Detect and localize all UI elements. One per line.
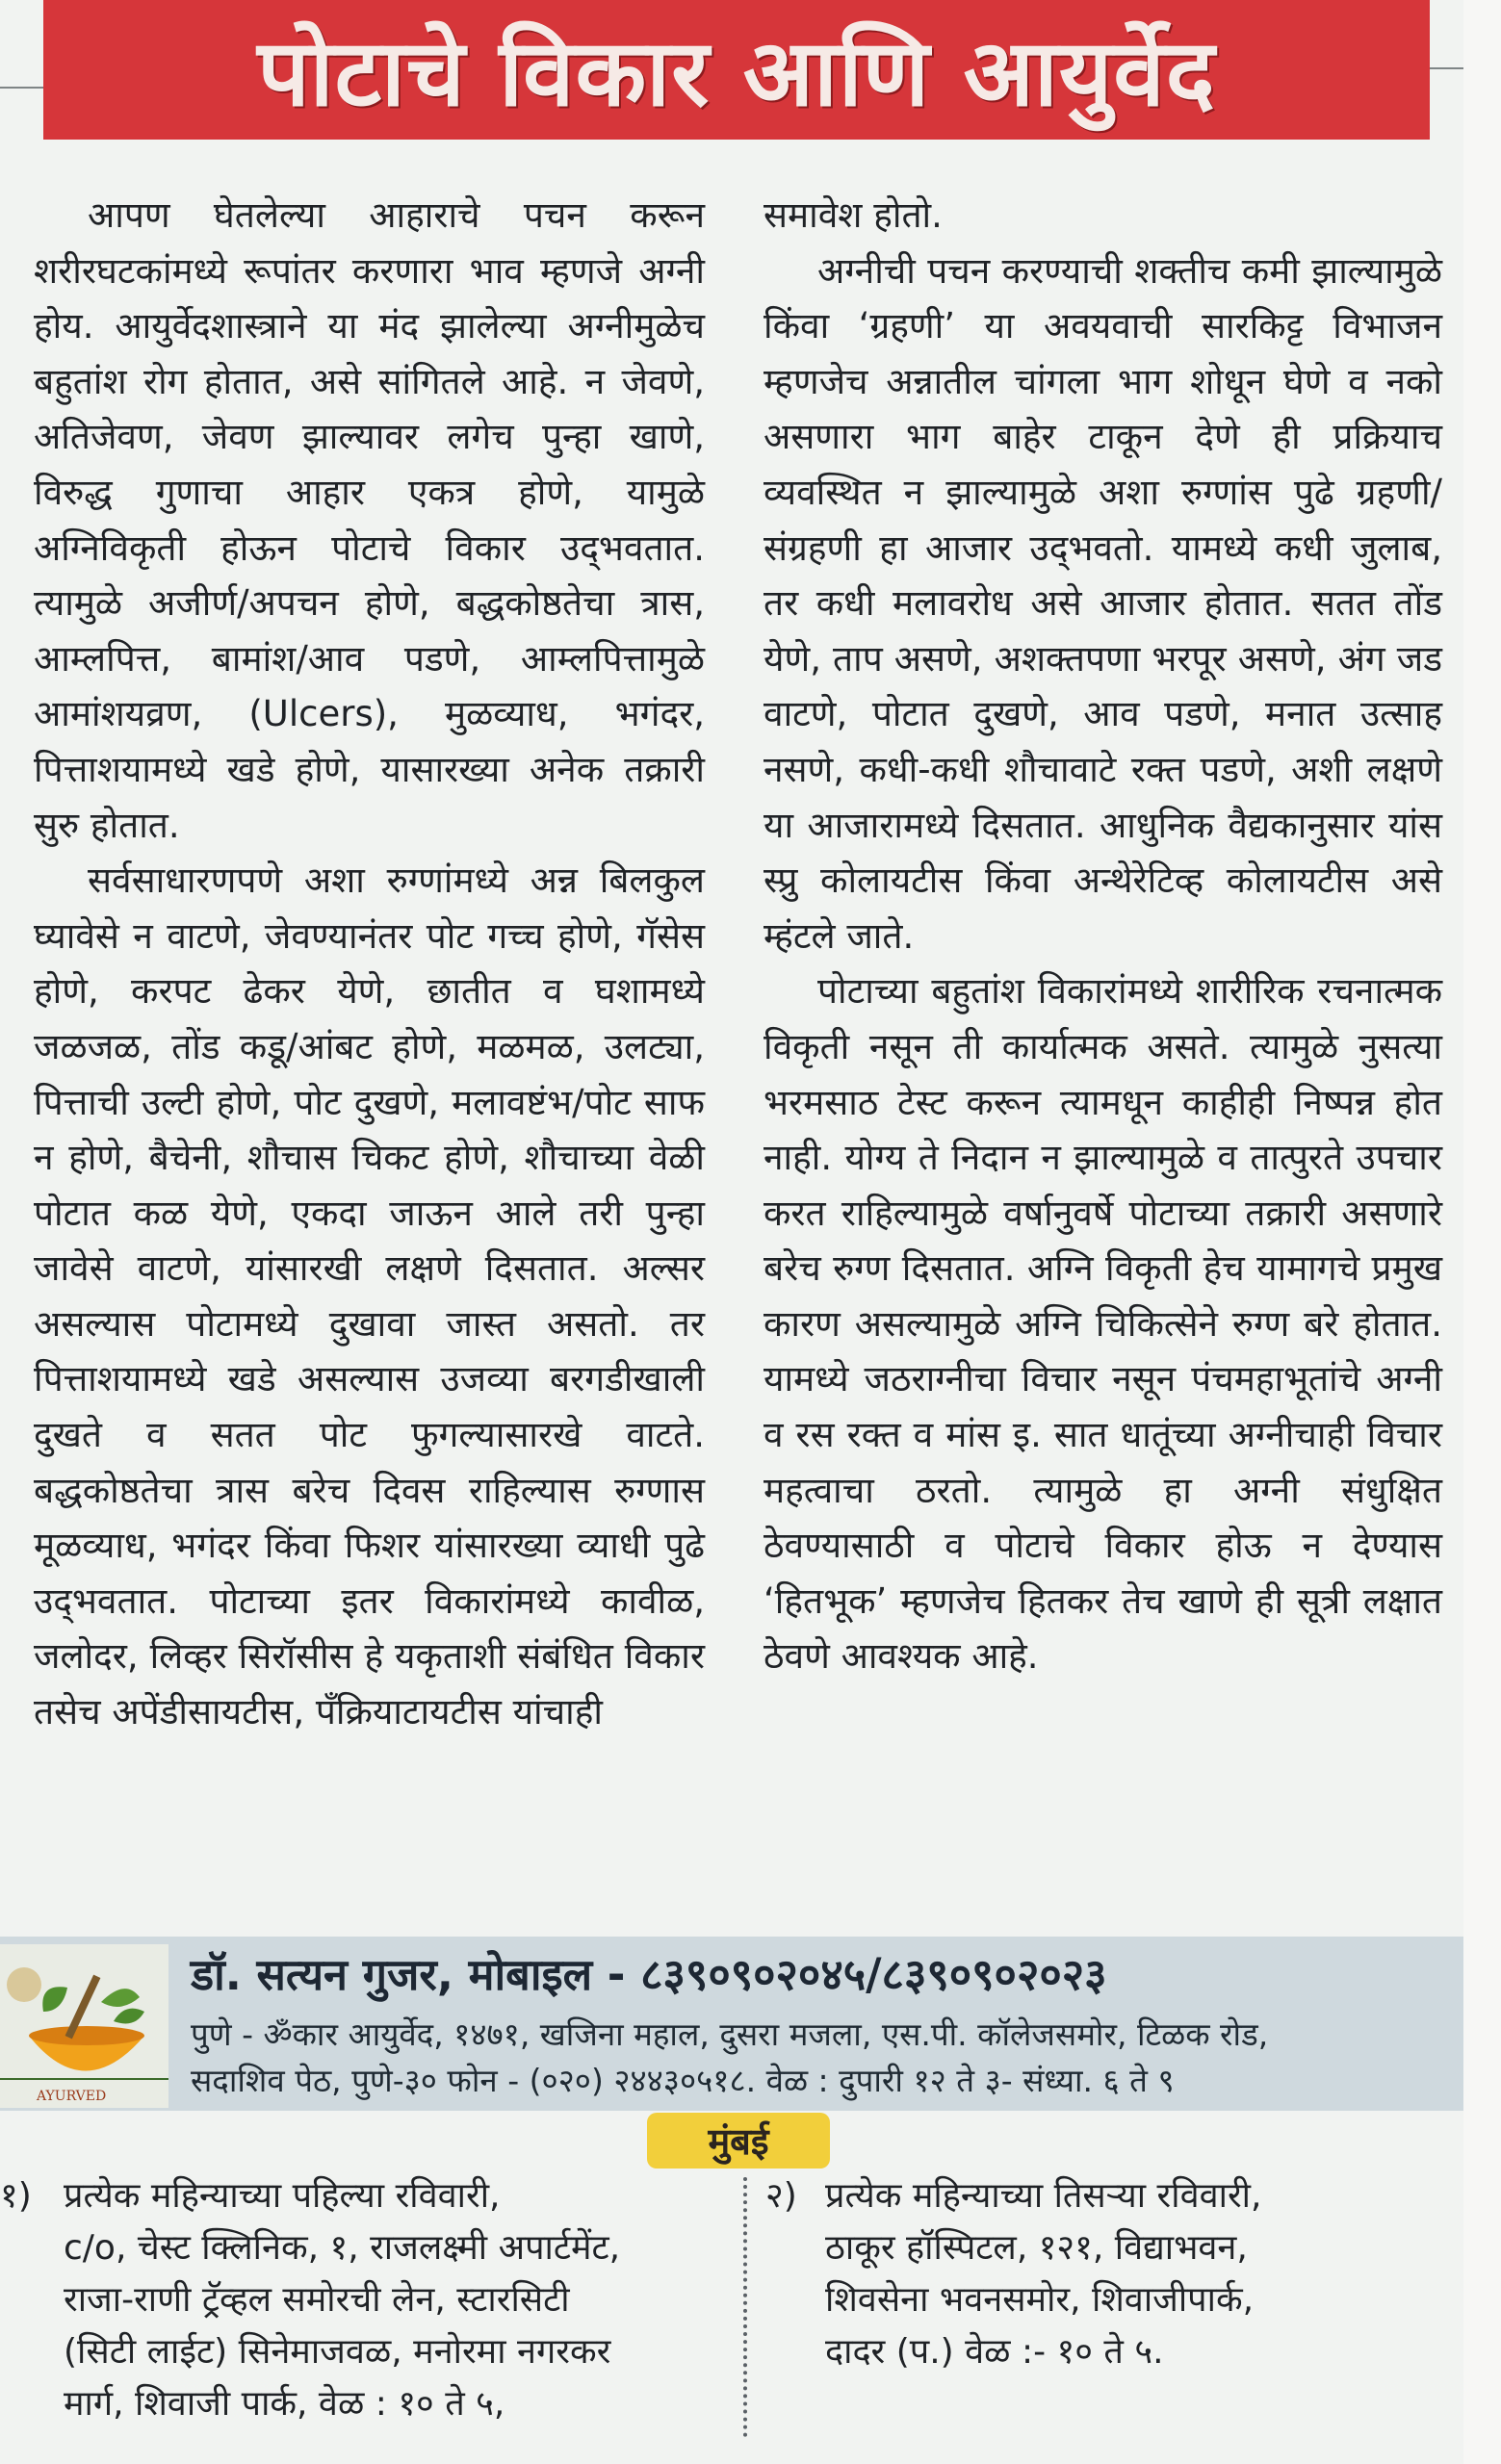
article-column-left: [34, 188, 705, 1740]
clinic-line: मार्ग, शिवाजी पार्क, वेळ : १० ते ५,: [64, 2384, 505, 2424]
clinic-line: ठाकूर हॉस्पिटल, १२१, विद्याभवन,: [825, 2228, 1248, 2268]
paragraph: आपण घेतलेल्या आहाराचे पचन करून शरीरघटकांमध्ये रूपांतर करणारा भाव म्हणजे अग्नी होय. आयुर्वेदशास्त्राने या मंद झालेल्या अग्नीमुळेच बहुतांश रोग होतात, असे सांगितले आहे. न जेवणे, अतिजेवण, जेवण झाल्यावर लगेच पुन्हा खाणे, विरुद्ध गुणाचा आहार एकत्र होणे, यामुळे अग्निविकृती होऊन पोटाचे विकार उद्‌भवतात. त्यामुळे अजीर्ण/अपचन होणे, बद्धकोष्ठतेचा त्रास, आम्लपित्त, बामांश/आव पडणे, आम्लपित्तामुळे आमांशयव्रण, (Ulcers), मुळव्याध, भगंदर, पित्ताशयामध्ये खडे होणे, यासारख्या अनेक तक्रारी सुरु होतात.: [34, 194, 705, 846]
clinic-line: (सिटी लाईट) सिनेमाजवळ, मनोरमा नगरकर: [64, 2332, 611, 2372]
clinic-divider: [743, 2177, 747, 2437]
ayurved-logo: [0, 1944, 168, 2108]
clinic-number: १): [0, 2176, 32, 2216]
doctor-name-phone: डॉ. सत्यन गुजर, मोबाइल - ८३९०९०२०४५/८३९०९०२०२३: [191, 1949, 1107, 2000]
clinic-line: c/o, चेस्ट क्लिनिक, १, राजलक्ष्मी अपार्टमेंट,: [64, 2228, 621, 2268]
title-banner: [43, 0, 1430, 140]
clinic-number: २): [765, 2176, 797, 2216]
paragraph: पोटाच्या बहुतांश विकारांमध्ये शारीरिक रचनात्मक विकृती नसून ती कार्यात्मक असते. त्यामुळे नुसत्या भरमसाठ टेस्ट करून त्यामधून काहीही निष्पन्न होत नाही. योग्य ते निदान न झाल्यामुळे व तात्पुरते उपचार करत राहिल्यामुळे वर्षानुवर्षे पोटाच्या तक्रारी असणारे बरेच रुग्ण दिसतात. अग्नि विकृती हेच यामागचे प्रमुख कारण असल्यामुळे अग्नि चिकित्सेने रुग्ण बरे होतात. यामध्ये जठराग्नीचा विचार नसून पंचमहाभूतांचे अग्नी व रस रक्त व मांस इ. सात धातूंच्या अग्नीचाही विचार महत्वाचा ठरतो. त्यामुळे हा अग्नी संधुक्षित ठेवण्यासाठी व पोटाचे विकार होऊ न देण्यास ‘हितभूक’ म्हणजेच हितकर तेच खाणे ही सूत्री लक्षात ठेवणे आवश्यक आहे.: [763, 970, 1442, 1678]
article-title: पोटाचे विकार आणि आयुर्वेद: [257, 19, 1216, 127]
logo-text: AYURVED: [37, 2089, 107, 2104]
right-page-margin: [1463, 0, 1501, 2464]
paragraph: समावेश होतो.: [763, 194, 943, 236]
paragraph: अग्नीची पचन करण्याची शक्तीच कमी झाल्यामुळे किंवा ‘ग्रहणी’ या अवयवाची सारकिट्ट विभाजन म्हणजेच अन्नातील चांगला भाग शोधून घेणे व नको असणारा भाग बाहेर टाकून देणे ही प्रक्रियाच व्यवस्थित न झाल्यामुळे अशा रुग्णांस पुढे ग्रहणी/संग्रहणी हा आजार उद्‌भवतो. यामध्ये कधी जुलाब, तर कधी मलावरोध असे आजार होतात. सतत तोंड येणे, ताप असणे, अशक्तपणा भरपूर असणे, अंग जड वाटणे, पोटात दुखणे, आव पडणे, मनात उत्साह नसणे, कधी-कधी शौचावाटे रक्त पडणे, अशी लक्षणे या आजारामध्ये दिसतात. आधुनिक वैद्यकानुसार यांस स्प्रु कोलायटीस किंवा अन्थेरेटिव्ह कोलायटीस असे म्हंटले जाते.: [763, 249, 1442, 957]
right-rule: [1430, 67, 1463, 69]
clinic-line: शिवसेना भवनसमोर, शिवाजीपार्क,: [825, 2280, 1255, 2320]
address-line-1: पुणे - ॐकार आयुर्वेद, १४७१, खजिना महाल, दुसरा मजला, एस.पी. कॉलेजसमोर, टिळक रोड,: [191, 2015, 1269, 2053]
clinic-line: राजा-राणी ट्रॅव्हल समोरची लेन, स्टारसिटी: [64, 2280, 570, 2320]
clinic-line: प्रत्येक महिन्याच्या तिसऱ्या रविवारी,: [825, 2176, 1262, 2216]
address-line-2: सदाशिव पेठ, पुणे-३० फोन - (०२०) २४४३०५१८. वेळ : दुपारी १२ ते ३- संध्या. ६ ते ९: [191, 2062, 1175, 2099]
clinic-line: दादर (प.) वेळ :- १० ते ५.: [825, 2332, 1164, 2372]
city-badge: मुंबई: [647, 2113, 830, 2169]
article-column-right: [763, 188, 1442, 1684]
paragraph: सर्वसाधारणपणे अशा रुग्णांमध्ये अन्न बिलकुल घ्यावेसे न वाटणे, जेवण्यानंतर पोट गच्च होणे, गॅसेस होणे, करपट ढेकर येणे, छातीत व घशामध्ये जळजळ, तोंड कडू/आंबट होणे, मळमळ, उलट्या, पित्ताची उल्टी होणे, पोट दुखणे, मलावष्टंभ/पोट साफ न होणे, बैचेनी, शौचास चिकट होणे, शौचाच्या वेळी पोटात कळ येणे, एकदा जाऊन आले तरी पुन्हा जावेसे वाटणे, यांसारखी लक्षणे दिसतात. अल्सर असल्यास पोटामध्ये दुखावा जास्त असतो. तर पित्ताशयामध्ये खडे असल्यास उजव्या बरगडीखाली दुखते व सतत पोट फुगल्यासारखे वाटते. बद्धकोष्ठतेचा त्रास बरेच दिवस राहिल्यास रुग्णास मूळव्याध, भगंदर किंवा फिशर यांसारख्या व्याधी पुढे उद्‌भवतात. पोटाच्या इतर विकारांमध्ये कावीळ, जलोदर, लिव्हर सिरॉसीस हे यकृताशी संबंधित विकार तसेच अपेंडीसायटीस, पँक्रियाटायटीस यांचाही: [34, 860, 705, 1733]
left-rule: [0, 87, 43, 89]
clinic-line: प्रत्येक महिन्याच्या पहिल्या रविवारी,: [64, 2176, 501, 2216]
